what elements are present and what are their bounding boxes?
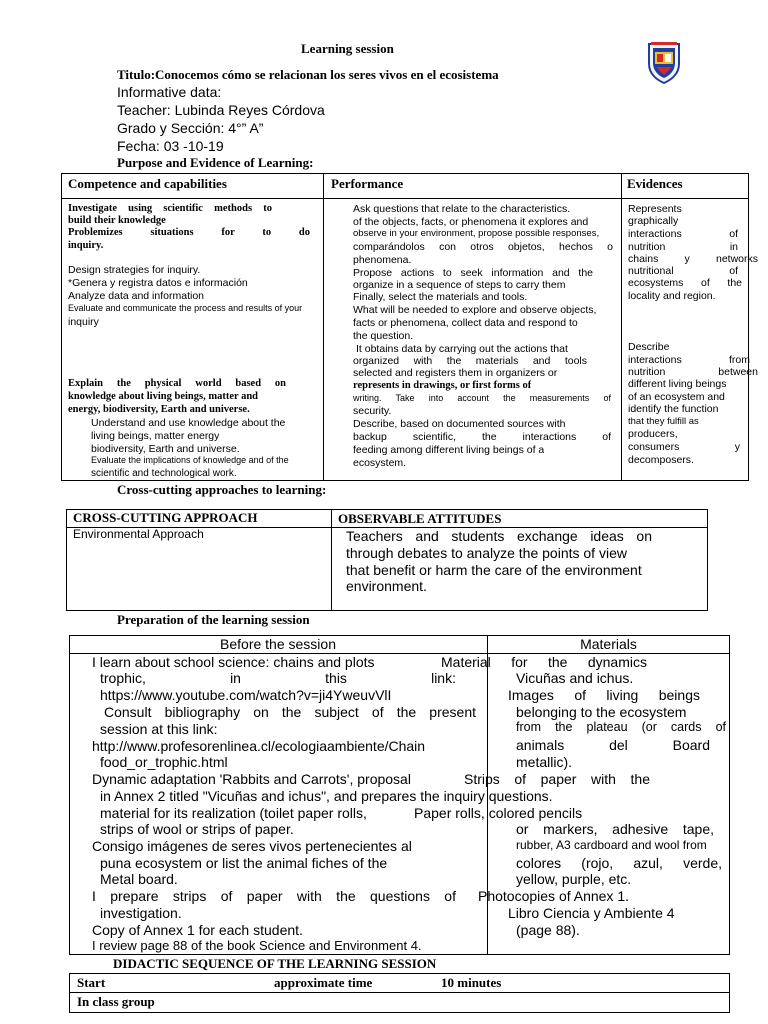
before-line: http://www.profesorenlinea.cl/ecologiaambiente/Chain	[92, 738, 426, 754]
header-evidences: Evidences	[627, 176, 683, 191]
before-line: strips of wool or strips of paper.	[100, 821, 294, 837]
evidence-line: different living beings	[628, 378, 727, 390]
material-line: from the plateau (or cards of	[516, 720, 726, 734]
evidence-line: of an ecosystem and	[628, 391, 725, 403]
capability-line: living beings, matter energy	[91, 430, 220, 442]
header-observable-attitudes: OBSERVABLE ATTITUDES	[338, 511, 502, 526]
evidence-line: nutritional of	[628, 265, 738, 277]
performance-line: phenomena.	[353, 254, 412, 266]
material-line: metallic).	[516, 754, 573, 770]
before-line: investigation.	[100, 905, 182, 921]
evidence-line: Describe	[628, 341, 670, 353]
performance-line: comparándolos con otros objetos, hechos o	[353, 241, 613, 253]
evidence-line: graphically	[628, 215, 679, 227]
performance-line: Propose actions to seek information and the	[353, 267, 593, 279]
minutes-value: 10 minutes	[441, 975, 502, 990]
material-line: colores (rojo, azul, verde,	[516, 855, 722, 871]
capability-line: Analyze data and information	[68, 290, 205, 302]
before-line: Consult bibliography on the subject of the present	[104, 704, 476, 720]
performance-line: represents in drawings, or first forms of	[353, 380, 532, 391]
material-line: or markers, adhesive tape,	[516, 821, 714, 837]
competence-line: Problemizes situations for to do	[68, 227, 310, 238]
environmental-approach: Environmental Approach	[73, 527, 204, 541]
material-line: Libro Ciencia y Ambiente 4	[508, 905, 675, 921]
before-line: I prepare strips of paper with the questions of	[92, 888, 456, 904]
group-label: In class group	[77, 994, 155, 1009]
performance-line: feeding among different living beings of a	[353, 444, 545, 456]
didactic-heading: DIDACTIC SEQUENCE OF THE LEARNING SESSION	[113, 956, 437, 971]
before-line: trophic, in this link:	[100, 670, 456, 686]
session-title: Titulo:Conocemos cómo se relacionan los seres vivos en el ecosistema	[117, 67, 499, 82]
before-line: I review page 88 of the book Science and Environment 4.	[92, 938, 422, 953]
header-performance: Performance	[331, 176, 404, 191]
performance-line: security.	[353, 405, 392, 417]
evidence-line: Represents	[628, 203, 682, 215]
performance-line: facts or phenomena, collect data and respond to	[353, 317, 578, 329]
capability-line: *Genera y registra datos e información	[68, 277, 248, 289]
before-line: in Annex 2 titled "Vicuñas and ichus", and prepares the inquiry questions.	[100, 788, 553, 804]
teacher-name: Teacher: Lubinda Reyes Córdova	[117, 102, 325, 118]
material-line: Material for the dynamics	[441, 654, 647, 670]
material-line: belonging to the ecosystem	[516, 704, 687, 720]
attitude-line: that benefit or harm the care of the environment	[346, 562, 642, 578]
attitude-line: environment.	[346, 578, 427, 594]
material-line: Strips of paper with the	[464, 771, 650, 787]
evidence-line: that they fulfill as	[628, 416, 699, 427]
capability-line: Design strategies for inquiry.	[68, 264, 201, 276]
before-line: I learn about school science: chains and plots	[92, 654, 375, 670]
before-line: puna ecosystem or list the animal fiches of the	[100, 855, 388, 871]
crosscutting-heading: Cross-cutting approaches to learning:	[117, 482, 327, 497]
evidence-line: identify the function	[628, 403, 719, 415]
evidence-line: interactions of	[628, 228, 738, 240]
competence-line: Explain the physical world based on	[68, 378, 286, 389]
attitude-line: Teachers and students exchange ideas on	[346, 528, 652, 544]
attitude-line: through debates to analyze the points of view	[346, 545, 627, 561]
performance-line: the question.	[353, 330, 414, 342]
evidence-line: nutrition in	[628, 241, 738, 253]
material-line: animals del Board	[516, 737, 710, 753]
material-line: yellow, purple, etc.	[516, 871, 632, 887]
performance-line: observe in your environment, propose possible responses,	[353, 228, 600, 239]
competence-line: knowledge about living beings, matter and	[68, 391, 258, 402]
evidence-line: nutrition between	[628, 366, 758, 378]
before-line: Consigo imágenes de seres vivos pertenecientes al	[92, 838, 412, 854]
competence-line: build their knowledge	[68, 215, 166, 226]
performance-line: Describe, based on documented sources with	[353, 418, 566, 430]
performance-line: It obtains data by carrying out the actions that	[356, 343, 568, 355]
before-line: session at this link:	[100, 721, 218, 737]
competence-line: inquiry.	[68, 240, 104, 251]
material-line: Vicuñas and ichus.	[516, 670, 634, 686]
before-line: material for its realization (toilet paper rolls,	[100, 805, 367, 821]
evidence-line: locality and region.	[628, 290, 716, 302]
approx-time-label: approximate time	[274, 975, 373, 990]
evidence-line: chains y networks	[628, 253, 758, 265]
performance-line: writing. Take into account the measurements of	[353, 393, 611, 403]
header-crosscutting-approach: CROSS-CUTTING APPROACH	[73, 510, 258, 525]
material-line: Images of living beings	[508, 687, 700, 703]
performance-line: organized with the materials and tools	[353, 355, 587, 367]
performance-line: What will be needed to explore and observe objects,	[353, 304, 597, 316]
informative-label: Informative data:	[117, 84, 222, 100]
evidence-line: decomposers.	[628, 454, 694, 466]
before-line: https://www.youtube.com/watch?v=ji4YweuvVlI	[100, 687, 392, 703]
performance-line: Ask questions that relate to the characteristics.	[353, 203, 571, 215]
start-label: Start	[77, 975, 106, 990]
evidence-line: ecosystems of the	[628, 277, 742, 289]
purpose-heading: Purpose and Evidence of Learning:	[117, 155, 314, 170]
competence-line: energy, biodiversity, Earth and universe.	[68, 404, 250, 415]
grade-section: Grado y Sección: 4°” A”	[117, 120, 264, 136]
material-line: (page 88).	[516, 922, 580, 938]
capability-line: Evaluate the implications of knowledge and of the	[91, 455, 289, 465]
capability-line: biodiversity, Earth and universe.	[91, 443, 240, 455]
material-line: rubber, A3 cardboard and wool from	[516, 838, 707, 852]
capability-line: Understand and use knowledge about the	[91, 417, 286, 429]
performance-line: ecosystem.	[353, 457, 407, 469]
before-line: food_or_trophic.html	[100, 754, 228, 770]
evidence-line: interactions from	[628, 354, 750, 366]
performance-line: organize in a sequence of steps to carry them	[353, 279, 566, 291]
material-line: Photocopies of Annex 1.	[478, 888, 629, 904]
performance-line: Finally, select the materials and tools.	[353, 291, 528, 303]
capability-line: Evaluate and communicate the process and results of your	[68, 303, 303, 313]
header-materials: Materials	[580, 636, 637, 652]
competence-line: Investigate using scientific methods to	[68, 203, 272, 214]
before-line: Dynamic adaptation 'Rabbits and Carrots', proposal	[92, 771, 411, 787]
capability-line: inquiry	[68, 316, 99, 328]
material-line: Paper rolls, colored pencils	[414, 805, 583, 821]
preparation-heading: Preparation of the learning session	[117, 612, 310, 627]
performance-line: of the objects, facts, or phenomena it explores and	[353, 216, 589, 228]
capability-line: scientific and technological work.	[91, 468, 237, 479]
evidence-line: consumers y	[628, 441, 740, 453]
header-before-session: Before the session	[220, 636, 336, 652]
page-title: Learning session	[301, 41, 394, 56]
performance-line: selected and registers them in organizers or	[353, 367, 558, 379]
evidence-line: producers,	[628, 428, 678, 440]
before-line: Metal board.	[100, 871, 178, 887]
header-competence: Competence and capabilities	[68, 176, 227, 191]
school-crest-icon	[645, 40, 683, 84]
performance-line: backup scientific, the interactions of	[353, 431, 611, 443]
date: Fecha: 03 -10-19	[117, 138, 224, 154]
before-line: Copy of Annex 1 for each student.	[92, 922, 303, 938]
